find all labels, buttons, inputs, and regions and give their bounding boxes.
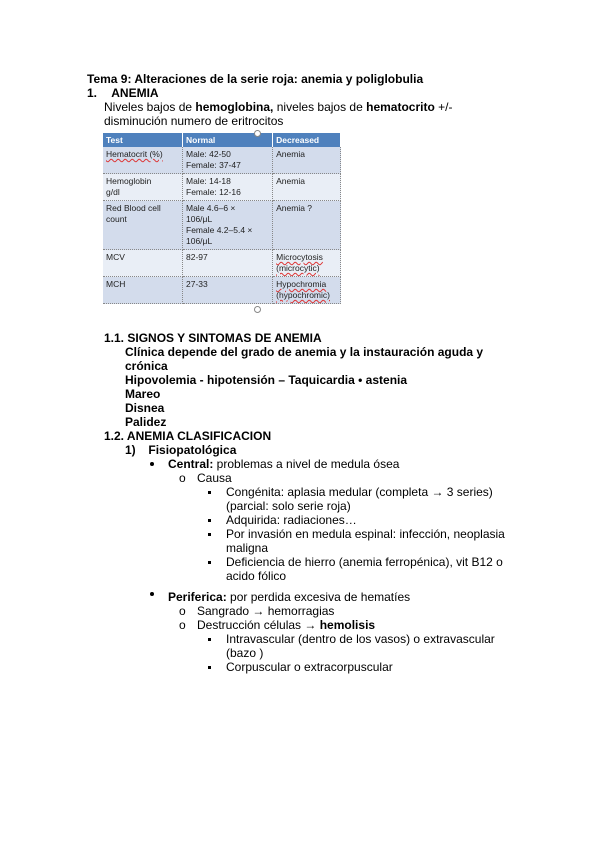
square-bullet-icon <box>208 533 211 536</box>
anemia-definition-line-2: disminución numero de eritrocitos <box>104 114 284 128</box>
hemolisis-bold: hemolisis <box>319 618 376 632</box>
cause-item-cont: acido fólico <box>226 569 287 583</box>
table-cell: Anemia <box>276 176 305 186</box>
table-row <box>103 147 341 174</box>
periferica-line <box>168 590 410 604</box>
periferica-text: por perdida excesiva de hematíes <box>226 590 411 604</box>
definition-text-1: Niveles bajos de <box>104 100 196 114</box>
square-bullet-icon <box>208 666 211 669</box>
table-header-decreased: Decreased <box>273 133 341 147</box>
table-cell: Female 4.2–5.4 × <box>186 225 253 235</box>
symptom-line: Disnea <box>125 401 165 415</box>
subsection-1-2-number: 1.2. <box>104 429 125 443</box>
definition-text-2: niveles bajos de <box>273 100 367 114</box>
table-cell: Hematocrit (%) <box>106 149 163 159</box>
subsection-1-1-number: 1.1. <box>104 331 125 345</box>
circle-bullet-icon: o <box>179 604 186 618</box>
central-text: problemas a nivel de medula ósea <box>213 457 400 471</box>
symptom-line: Mareo <box>125 387 161 401</box>
table-cell: Male 4.6–6 × <box>186 203 236 213</box>
periferica-sub-item: Sangrado → hemorragias <box>197 604 335 618</box>
cause-item: Deficiencia de hierro (anemia ferropénica), vit B12 o <box>226 555 503 569</box>
subsection-1-2-heading <box>104 429 271 443</box>
table-cell: (microcytic) <box>276 263 320 273</box>
table-cell: (hypochromic) <box>276 290 330 300</box>
table-cell: Male: 14-18 <box>186 176 231 186</box>
table-cell: Anemia <box>276 149 305 159</box>
definition-text-3: +/- <box>434 100 453 114</box>
cause-item: Adquirida: radiaciones… <box>226 513 357 527</box>
section-1-title: ANEMIA <box>111 86 159 100</box>
table-cell: MCV <box>106 252 125 262</box>
table-row <box>103 174 341 201</box>
table-header-test: Test <box>103 133 183 147</box>
classification-title: Fisiopatológica <box>148 443 237 457</box>
circle-bullet-icon: o <box>179 471 186 485</box>
anemia-definition-line-1 <box>104 100 452 114</box>
definition-bold-2: hematocrito <box>366 100 435 114</box>
table-cell: 27-33 <box>186 279 208 289</box>
section-1-heading <box>87 86 159 100</box>
table-cell: 106/μL <box>186 236 213 246</box>
hemolisis-item-cont: (bazo ) <box>226 646 264 660</box>
table-cell: Hypochromia <box>276 279 327 289</box>
square-bullet-icon <box>208 491 211 494</box>
destruccion-text: Destrucción células → <box>197 618 320 632</box>
hemolisis-item: Intravascular (dentro de los vasos) o extravascular <box>226 632 495 646</box>
table-row <box>103 201 341 250</box>
table-cell: Hemoglobin <box>106 176 152 186</box>
table-cell: count <box>106 214 127 224</box>
table-cell: Red Blood cell <box>106 203 161 213</box>
section-1-number: 1. <box>87 86 98 100</box>
table-cell: 82-97 <box>186 252 208 262</box>
bullet-dot-icon <box>150 592 154 596</box>
classification-number: 1) <box>125 443 136 457</box>
table-cell: Anemia ? <box>276 203 313 213</box>
table-row <box>103 250 341 277</box>
table-cell: 106/μL <box>186 214 213 224</box>
table-cell: Female: 12-16 <box>186 187 241 197</box>
cause-item: Congénita: aplasia medular (completa → 3 series) <box>226 485 493 499</box>
table-header-row <box>103 133 341 147</box>
symptom-line: Palidez <box>125 415 167 429</box>
central-line <box>168 457 399 471</box>
image-resize-handle-top[interactable] <box>254 130 261 137</box>
cause-item: Por invasión en medula espinal: infección, neoplasia <box>226 527 505 541</box>
central-label: Central: <box>168 457 214 471</box>
page-title: Tema 9: Alteraciones de la serie roja: anemia y poliglobulia <box>87 72 424 86</box>
table-cell: Microcytosis <box>276 252 323 262</box>
symptom-line: Clínica depende del grado de anemia y la instauración aguda y <box>125 345 484 359</box>
hemolisis-item: Corpuscular o extracorpuscular <box>226 660 393 674</box>
cause-item-cont: maligna <box>226 541 269 555</box>
subsection-1-1-title: SIGNOS Y SINTOMAS DE ANEMIA <box>127 331 322 345</box>
square-bullet-icon <box>208 519 211 522</box>
square-bullet-icon <box>208 561 211 564</box>
subsection-1-2-title: ANEMIA CLASIFICACION <box>126 429 272 443</box>
circle-bullet-icon: o <box>179 618 186 632</box>
square-bullet-icon <box>208 638 211 641</box>
table-header-normal: Normal <box>183 133 273 147</box>
periferica-label: Periferica: <box>168 590 227 604</box>
bullet-dot-icon <box>150 462 154 466</box>
definition-bold-1: hemoglobina, <box>195 100 274 114</box>
anemia-lab-table <box>103 133 341 304</box>
subsection-1-1-heading <box>104 331 322 345</box>
symptom-line: Hipovolemia - hipotensión – Taquicardia • astenia <box>125 373 408 387</box>
table-cell: MCH <box>106 279 126 289</box>
table-cell: Male: 42-50 <box>186 149 231 159</box>
table-cell: g/dl <box>106 187 120 197</box>
symptom-line: crónica <box>125 359 168 373</box>
image-resize-handle-bottom[interactable] <box>254 306 261 313</box>
table-cell: Female: 37-47 <box>186 160 241 170</box>
causa-label: Causa <box>197 471 232 485</box>
table-row <box>103 277 341 304</box>
cause-item-cont: (parcial: solo serie roja) <box>226 499 351 513</box>
periferica-sub-item <box>197 618 375 632</box>
classification-item-1 <box>125 443 236 457</box>
